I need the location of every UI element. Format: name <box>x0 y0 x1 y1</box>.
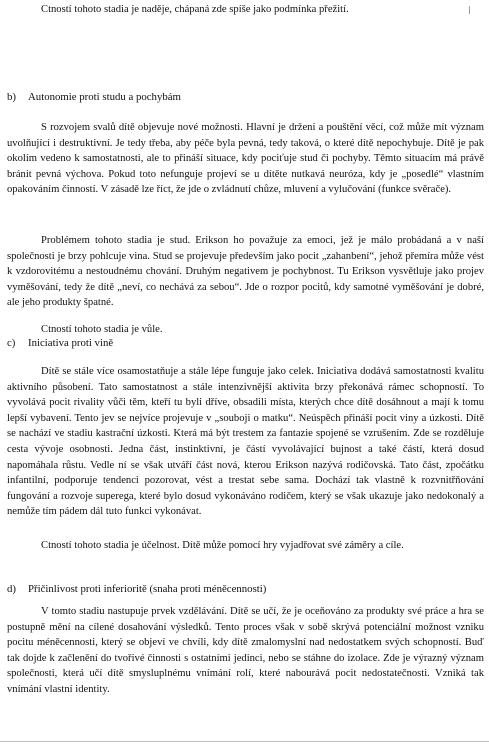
paragraph: Dítě se stále více osamostatňuje a stále lépe funguje jako celek. Iniciativa dodává samostatnosti kvalitu aktivního působení. Tato samostatnost a stále intenzivnější aktivita brzy překonává rámec schopností. To vyvolává pocit rivality vůči těm, kteří tu byli dříve, obsadili místa, kterých chce dítě dosáhnout a mají k tomu lepší vybavení. Tento jev se nejvíce projevuje v „souboji o matku“. Neúspěch přináší pocit viny a úzkosti. Dítě se nachází ve stadiu kastrační úzkosti. Která má být trestem za fantazie spojené se vzrušením. Zde se rozděluje cesta vývoje osobnosti. Jedna část, instinktivní, je částí vyvolávající bujnost a také částí, která dosud napomáhala růstu. Vedle ní se však utváří část nová, kterou Erikson nazývá rodičovská. Tato část, zpočátku infantilní, podporuje tendenci pozorovat, vést a trestat sebe sama. Dochází tak vlastně k rozvnitřňování fungování a rozvoje superega, které bylo dosud vykonáváno rodičem, který se však ukazuje jako nedokonalý a nemůže tím pádem dál tuto funkci vykonávat. <box>7 366 484 518</box>
paragraph: Ctností tohoto stadia je účelnost. Dítě může pomocí hry vyjadřovat své záměry a cíle. <box>41 540 404 551</box>
paragraph: Ctností tohoto stadia je vůle. <box>41 324 163 335</box>
paragraph: Problémem tohoto stadia je stud. Erikson ho považuje za emoci, jež je málo probádaná a v naší společnosti je brzy pohlcuje vina. Stud se projevuje především jako pocit „zahanbení“, jehož přemíra může vést k vzdorovitému a nestoudnému chování. Druhým negativem je pochybnost. Tu Erikson vysvětluje jako projev vyměšování, tedy že dítě „neví, co nechává za sebou“. Jde o rozpor pocitů, kdy samotné vyměšování je dobré, ale jeho produkty špatné. <box>7 235 484 309</box>
intro-paragraph: Ctností tohoto stadia je naděje, chápaná zde spíše jako podmínka přežití. <box>41 4 349 15</box>
section-heading-d <box>7 582 477 597</box>
page-bottom-divider <box>0 741 489 742</box>
section-number: b) <box>7 91 16 103</box>
section-number: c) <box>7 337 16 349</box>
section-title: Přičinlivost proti inferioritě (snaha proti méněcennosti) <box>28 583 267 595</box>
section-heading-c <box>7 336 477 351</box>
section-number: d) <box>7 583 16 595</box>
margin-mark <box>469 6 470 14</box>
section-title: Autonomie proti studu a pochybám <box>28 91 181 103</box>
paragraph: S rozvojem svalů dítě objevuje nové možnosti. Hlavní je držení a pouštění věcí, což může mít význam uvolňující i destruktivní. Je tedy třeba, aby péče byla pevná, tedy taková, o které dítě nepochybuje. Dítě je pak okolím vedeno k samostatnosti, ale to přináší situace, kdy pociťuje stud či pochyby. Těmto situacím má právě bránit pevná výchova. Pokud toto nefunguje projeví se u dítěte nutkavá neuróza, kdy je „posedlé“ vlastním opakováním činností. V zásadě lze říct, že jde o zvládnutí chůze, mluvení a vylučování (funkce svěrače). <box>7 122 484 196</box>
paragraph: V tomto stadiu nastupuje prvek vzdělávání. Dítě se učí, že je oceňováno za produkty své práce a hra se postupně mění na cílené dosahování výsledků. Tento proces však v sobě skrývá potenciální možnost vzniku pocitu méněcennosti, který se objeví ve chvíli, kdy dítě zmalomyslní nad nedostatkem svých schopností. Buď tak dojde k začlenění do tvořivé činnosti s ostatními jedinci, nebo se stáhne do izolace. Zde je výrazný význam společnosti, která učí dítě smysluplnému vnímání rolí, které nabourává pocit nedostatečnosti. Vzniká tak vnímání vlastní identity. <box>7 606 484 695</box>
section-heading-b <box>7 90 477 105</box>
section-title: Iniciativa proti vině <box>28 337 114 349</box>
